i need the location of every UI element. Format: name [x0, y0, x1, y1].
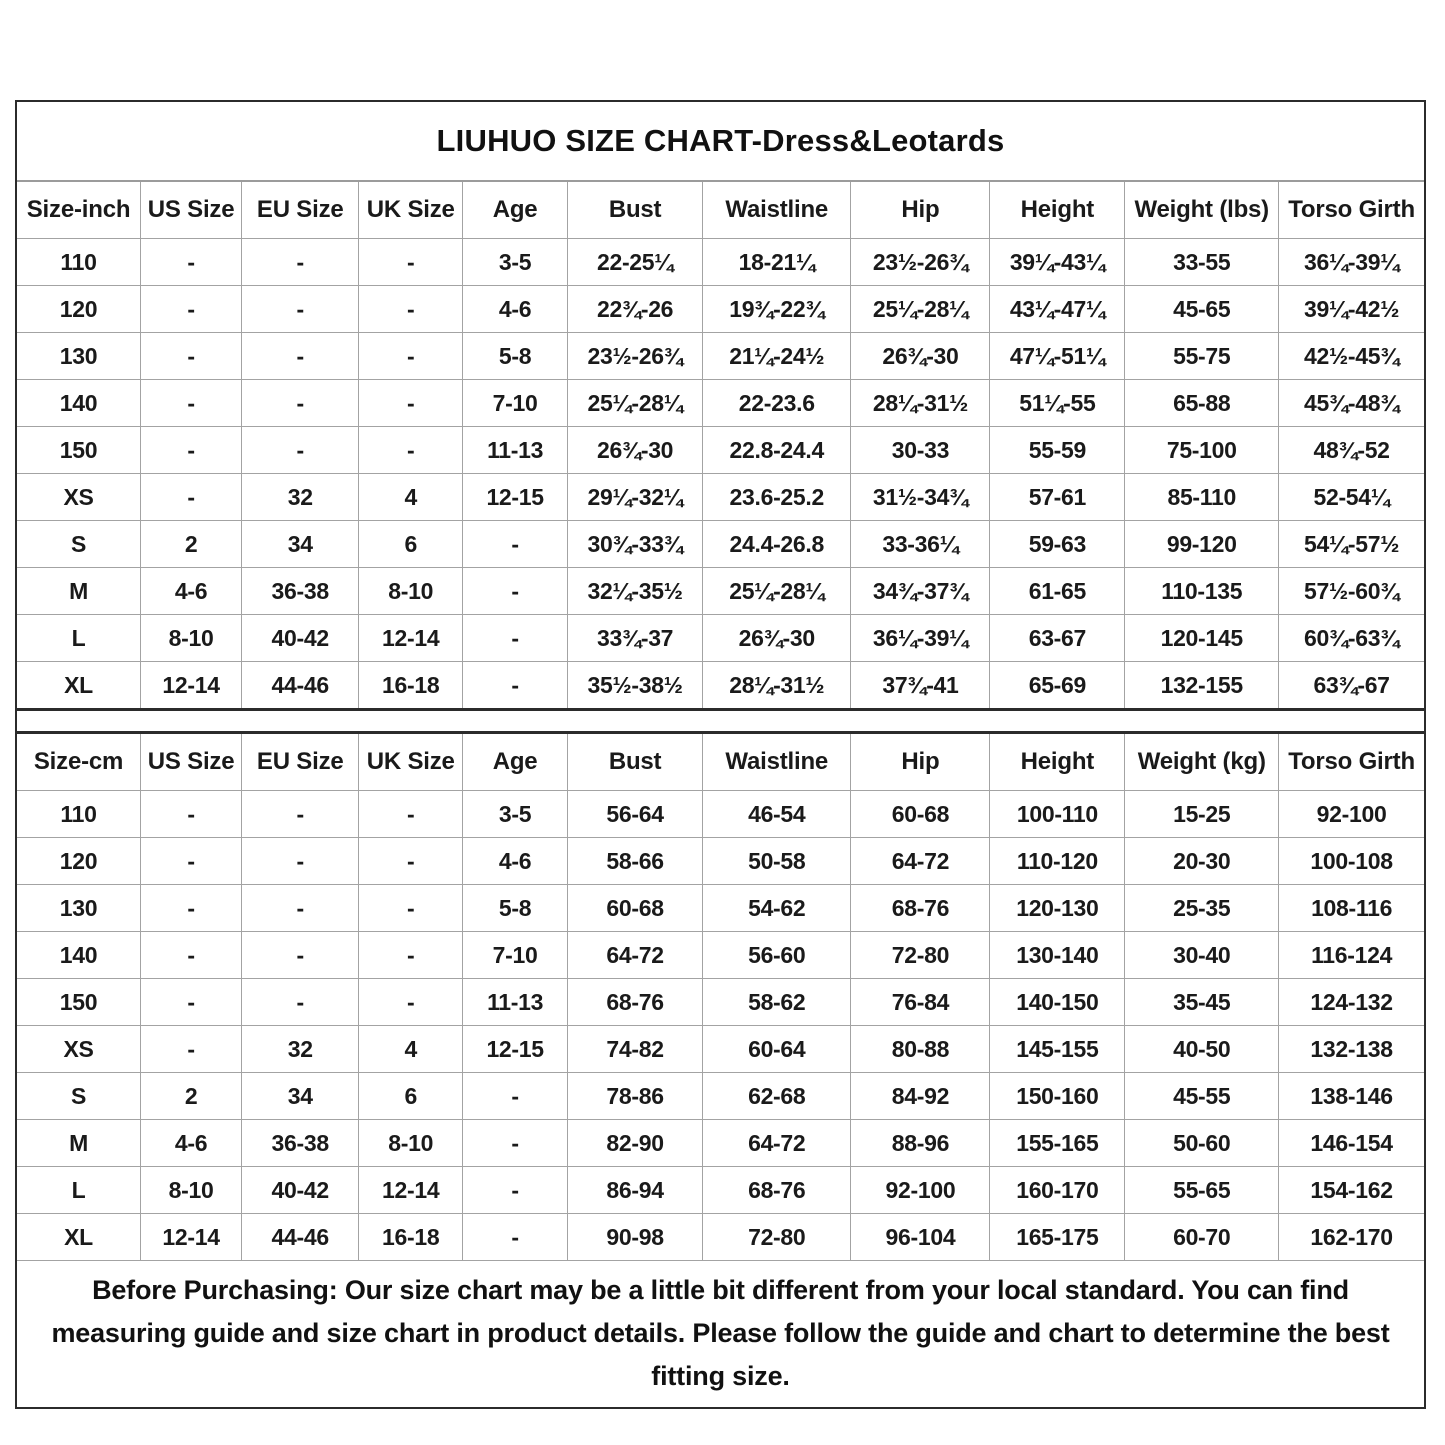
table-cell: 11-13 — [463, 427, 568, 474]
table-cell: 4-6 — [463, 286, 568, 333]
table-cell: 12-14 — [359, 1167, 463, 1214]
table-row — [17, 1120, 1424, 1167]
table-cell: - — [359, 885, 463, 932]
table-cell: 63-67 — [990, 615, 1125, 662]
table-cell: 160-170 — [990, 1167, 1125, 1214]
table-row — [17, 380, 1424, 427]
table-cell: 100-108 — [1279, 838, 1424, 885]
table-cell: 45¾-48¾ — [1279, 380, 1424, 427]
column-header: Bust — [568, 182, 703, 239]
table-cell: 116-124 — [1279, 932, 1424, 979]
table-cell: - — [242, 286, 359, 333]
column-header: Weight (kg) — [1125, 733, 1279, 791]
column-header: US Size — [141, 733, 242, 791]
table-cell: 72-80 — [703, 1214, 851, 1261]
table-cell: 34¾-37¾ — [851, 568, 990, 615]
column-header: Size-inch — [17, 182, 141, 239]
table-cell: 4 — [359, 474, 463, 521]
table-cell: 26¾-30 — [568, 427, 703, 474]
table-cell: 57-61 — [990, 474, 1125, 521]
table-cell: - — [141, 979, 242, 1026]
table-cell: S — [17, 521, 141, 568]
table-cell: 132-138 — [1279, 1026, 1424, 1073]
table-cell: 96-104 — [851, 1214, 990, 1261]
table-row — [17, 427, 1424, 474]
table-row — [17, 1073, 1424, 1120]
table-cell: 150-160 — [990, 1073, 1125, 1120]
table-cell: - — [359, 239, 463, 286]
table-cell: 22-23.6 — [703, 380, 851, 427]
table-cell: XS — [17, 1026, 141, 1073]
table-cell: 36-38 — [242, 568, 359, 615]
table-cell: 154-162 — [1279, 1167, 1424, 1214]
table-cell: 8-10 — [359, 1120, 463, 1167]
table-cell: 47¼-51¼ — [990, 333, 1125, 380]
table-cell: - — [141, 427, 242, 474]
table-cell: 82-90 — [568, 1120, 703, 1167]
table-cell: - — [242, 979, 359, 1026]
column-header: Age — [463, 182, 568, 239]
table-cell: 72-80 — [851, 932, 990, 979]
table-cell: - — [359, 979, 463, 1026]
table-cell: 44-46 — [242, 662, 359, 710]
column-header: Waistline — [703, 733, 851, 791]
table-row — [17, 1026, 1424, 1073]
table-cell: L — [17, 1167, 141, 1214]
table-cell: 64-72 — [568, 932, 703, 979]
table-cell: - — [242, 791, 359, 838]
table-row — [17, 286, 1424, 333]
table-cell: 12-14 — [359, 615, 463, 662]
table-cell: 11-13 — [463, 979, 568, 1026]
table-cell: 36¼-39¼ — [851, 615, 990, 662]
table-cell: 6 — [359, 1073, 463, 1120]
table-cell: 34 — [242, 1073, 359, 1120]
column-header: Waistline — [703, 182, 851, 239]
column-header: EU Size — [242, 182, 359, 239]
table-cell: 48¾-52 — [1279, 427, 1424, 474]
table-cell: - — [242, 380, 359, 427]
purchase-note: Before Purchasing: Our size chart may be a little bit different from your local standard. You can find measuring guide and size chart in product details. Please follow the guide and chart to determine the best fitting size. — [51, 1275, 1390, 1392]
header-row — [17, 182, 1424, 239]
column-header: Height — [990, 182, 1125, 239]
table-cell: 3-5 — [463, 239, 568, 286]
table-cell: 108-116 — [1279, 885, 1424, 932]
table-cell: 59-63 — [990, 521, 1125, 568]
table-cell: 2 — [141, 1073, 242, 1120]
table-cell: 99-120 — [1125, 521, 1279, 568]
table-cell: 6 — [359, 521, 463, 568]
column-header: Torso Girth — [1279, 182, 1424, 239]
table-cell: 92-100 — [1279, 791, 1424, 838]
size-chart-panel — [15, 100, 1426, 1409]
table-cell: 39¼-42½ — [1279, 286, 1424, 333]
table-cell: 33-36¼ — [851, 521, 990, 568]
table-cell: 55-59 — [990, 427, 1125, 474]
table-row — [17, 1167, 1424, 1214]
table-cell: 76-84 — [851, 979, 990, 1026]
table-row — [17, 932, 1424, 979]
table-cell: 20-30 — [1125, 838, 1279, 885]
table-cell: 8-10 — [359, 568, 463, 615]
table-row — [17, 885, 1424, 932]
table-cell: - — [141, 380, 242, 427]
table-cell: 64-72 — [851, 838, 990, 885]
table-cell: 100-110 — [990, 791, 1125, 838]
table-cell: 60-64 — [703, 1026, 851, 1073]
table-cell: - — [242, 333, 359, 380]
table-cell: 4 — [359, 1026, 463, 1073]
table-cell: 24.4-26.8 — [703, 521, 851, 568]
table-cell: 35½-38½ — [568, 662, 703, 710]
column-header: Size-cm — [17, 733, 141, 791]
table-cell: - — [463, 1214, 568, 1261]
table-cell: 32¼-35½ — [568, 568, 703, 615]
column-header: UK Size — [359, 182, 463, 239]
table-cell: 110 — [17, 791, 141, 838]
table-cell: - — [463, 615, 568, 662]
table-cell: 162-170 — [1279, 1214, 1424, 1261]
table-cell: 130-140 — [990, 932, 1125, 979]
table-cell: 50-60 — [1125, 1120, 1279, 1167]
table-cell: 120-145 — [1125, 615, 1279, 662]
table-cell: - — [141, 791, 242, 838]
table-row — [17, 474, 1424, 521]
table-cell: - — [141, 474, 242, 521]
table-cell: 75-100 — [1125, 427, 1279, 474]
table-cell: 68-76 — [568, 979, 703, 1026]
column-header: Height — [990, 733, 1125, 791]
table-cell: 44-46 — [242, 1214, 359, 1261]
table-cell: 65-88 — [1125, 380, 1279, 427]
table-cell: 130 — [17, 885, 141, 932]
column-header: Weight (lbs) — [1125, 182, 1279, 239]
table-cell: 8-10 — [141, 1167, 242, 1214]
table-cell: 26¾-30 — [703, 615, 851, 662]
table-row — [17, 239, 1424, 286]
table-cell: 130 — [17, 333, 141, 380]
table-cell: - — [463, 1167, 568, 1214]
table-cell: XL — [17, 662, 141, 710]
column-header: Torso Girth — [1279, 733, 1424, 791]
table-cell: 145-155 — [990, 1026, 1125, 1073]
table-row — [17, 568, 1424, 615]
table-cell: 55-65 — [1125, 1167, 1279, 1214]
table-cell: 150 — [17, 979, 141, 1026]
table-cell: 33-55 — [1125, 239, 1279, 286]
table-cell: 22¾-26 — [568, 286, 703, 333]
table-cell: 52-54¼ — [1279, 474, 1424, 521]
table-cell: 62-68 — [703, 1073, 851, 1120]
table-cell: - — [359, 932, 463, 979]
table-cell: - — [242, 885, 359, 932]
table-cell: 58-66 — [568, 838, 703, 885]
column-header: Hip — [851, 733, 990, 791]
table-cell: 31½-34¾ — [851, 474, 990, 521]
table-cell: 140-150 — [990, 979, 1125, 1026]
column-header: EU Size — [242, 733, 359, 791]
table-cell: 37¾-41 — [851, 662, 990, 710]
table-cell: 29¼-32¼ — [568, 474, 703, 521]
table-cell: 22-25¼ — [568, 239, 703, 286]
table-cell: 45-55 — [1125, 1073, 1279, 1120]
table-row — [17, 333, 1424, 380]
table-cell: 64-72 — [703, 1120, 851, 1167]
size-table-cm — [17, 731, 1424, 1261]
table-cell: 165-175 — [990, 1214, 1125, 1261]
table-cell: 40-42 — [242, 615, 359, 662]
table-cell: 43¼-47¼ — [990, 286, 1125, 333]
table-cell: 58-62 — [703, 979, 851, 1026]
table-cell: 92-100 — [851, 1167, 990, 1214]
table-cell: 23.6-25.2 — [703, 474, 851, 521]
table-cell: 42½-45¾ — [1279, 333, 1424, 380]
header-row — [17, 733, 1424, 791]
table-cell: 7-10 — [463, 932, 568, 979]
table-cell: 4-6 — [141, 568, 242, 615]
table-cell: 12-14 — [141, 662, 242, 710]
table-cell: 2 — [141, 521, 242, 568]
table-row — [17, 791, 1424, 838]
table-cell: 55-75 — [1125, 333, 1279, 380]
table-cell: 30-40 — [1125, 932, 1279, 979]
table-cell: 140 — [17, 380, 141, 427]
table-cell: 57½-60¾ — [1279, 568, 1424, 615]
table-row — [17, 615, 1424, 662]
table-cell: 78-86 — [568, 1073, 703, 1120]
table-cell: 4-6 — [463, 838, 568, 885]
table-cell: - — [141, 885, 242, 932]
table-cell: XL — [17, 1214, 141, 1261]
table-cell: - — [242, 427, 359, 474]
table-cell: - — [141, 932, 242, 979]
table-cell: - — [242, 932, 359, 979]
table-cell: 84-92 — [851, 1073, 990, 1120]
table-cell: 61-65 — [990, 568, 1125, 615]
table-cell: - — [141, 333, 242, 380]
table-cell: 140 — [17, 932, 141, 979]
table-row — [17, 1214, 1424, 1261]
table-cell: 19¾-22¾ — [703, 286, 851, 333]
table-cell: 86-94 — [568, 1167, 703, 1214]
table-cell: - — [359, 838, 463, 885]
table-cell: 63¾-67 — [1279, 662, 1424, 710]
table-cell: 30-33 — [851, 427, 990, 474]
table-cell: 54-62 — [703, 885, 851, 932]
table-row — [17, 521, 1424, 568]
table-cell: - — [242, 838, 359, 885]
table-cell: 68-76 — [703, 1167, 851, 1214]
table-cell: 60-68 — [568, 885, 703, 932]
table-cell: 40-50 — [1125, 1026, 1279, 1073]
table-cell: 26¾-30 — [851, 333, 990, 380]
table-cell: 60-70 — [1125, 1214, 1279, 1261]
column-header: Age — [463, 733, 568, 791]
table-cell: 120 — [17, 838, 141, 885]
table-cell: - — [463, 521, 568, 568]
table-cell: M — [17, 568, 141, 615]
table-cell: - — [359, 427, 463, 474]
table-cell: 28¼-31½ — [703, 662, 851, 710]
table-cell: 50-58 — [703, 838, 851, 885]
table-cell: 4-6 — [141, 1120, 242, 1167]
table-cell: - — [463, 1073, 568, 1120]
table-cell: 16-18 — [359, 1214, 463, 1261]
table-cell: 35-45 — [1125, 979, 1279, 1026]
table-cell: 25¼-28¼ — [703, 568, 851, 615]
table-cell: 155-165 — [990, 1120, 1125, 1167]
table-cell: 12-14 — [141, 1214, 242, 1261]
table-cell: 25¼-28¼ — [851, 286, 990, 333]
table-cell: 110 — [17, 239, 141, 286]
column-header: Hip — [851, 182, 990, 239]
table-row — [17, 838, 1424, 885]
table-cell: 56-60 — [703, 932, 851, 979]
table-cell: 15-25 — [1125, 791, 1279, 838]
table-cell: 28¼-31½ — [851, 380, 990, 427]
table-cell: 65-69 — [990, 662, 1125, 710]
table-cell: 46-54 — [703, 791, 851, 838]
table-cell: 45-65 — [1125, 286, 1279, 333]
column-header: US Size — [141, 182, 242, 239]
table-cell: 30¾-33¾ — [568, 521, 703, 568]
table-cell: - — [463, 568, 568, 615]
table-cell: - — [359, 380, 463, 427]
table-cell: 88-96 — [851, 1120, 990, 1167]
table-cell: 39¼-43¼ — [990, 239, 1125, 286]
table-cell: 90-98 — [568, 1214, 703, 1261]
table-cell: - — [359, 333, 463, 380]
table-cell: 36¼-39¼ — [1279, 239, 1424, 286]
table-cell: - — [141, 239, 242, 286]
table-cell: - — [359, 286, 463, 333]
table-cell: - — [463, 662, 568, 710]
table-cell: 110-120 — [990, 838, 1125, 885]
table-cell: - — [141, 838, 242, 885]
table-cell: 120 — [17, 286, 141, 333]
table-cell: 5-8 — [463, 885, 568, 932]
column-header: Bust — [568, 733, 703, 791]
column-header: UK Size — [359, 733, 463, 791]
table-cell: 7-10 — [463, 380, 568, 427]
table-cell: 74-82 — [568, 1026, 703, 1073]
table-cell: M — [17, 1120, 141, 1167]
table-cell: 124-132 — [1279, 979, 1424, 1026]
table-cell: 68-76 — [851, 885, 990, 932]
table-cell: - — [141, 1026, 242, 1073]
table-row — [17, 979, 1424, 1026]
table-cell: XS — [17, 474, 141, 521]
table-cell: 3-5 — [463, 791, 568, 838]
table-cell: 18-21¼ — [703, 239, 851, 286]
table-cell: 60¾-63¾ — [1279, 615, 1424, 662]
table-cell: 5-8 — [463, 333, 568, 380]
table-cell: - — [141, 286, 242, 333]
table-cell: 120-130 — [990, 885, 1125, 932]
table-row — [17, 662, 1424, 710]
size-table-inch — [17, 182, 1424, 711]
table-cell: 12-15 — [463, 474, 568, 521]
table-cell: - — [359, 791, 463, 838]
table-cell: S — [17, 1073, 141, 1120]
table-cell: L — [17, 615, 141, 662]
table-cell: 23½-26¾ — [568, 333, 703, 380]
table-cell: 33¾-37 — [568, 615, 703, 662]
table-cell: 150 — [17, 427, 141, 474]
table-cell: - — [242, 239, 359, 286]
table-cell: 85-110 — [1125, 474, 1279, 521]
table-cell: 25¼-28¼ — [568, 380, 703, 427]
table-cell: - — [463, 1120, 568, 1167]
table-cell: 36-38 — [242, 1120, 359, 1167]
table-cell: 22.8-24.4 — [703, 427, 851, 474]
table-cell: 146-154 — [1279, 1120, 1424, 1167]
table-cell: 138-146 — [1279, 1073, 1424, 1120]
table-cell: 40-42 — [242, 1167, 359, 1214]
table-cell: 51¼-55 — [990, 380, 1125, 427]
table-cell: 56-64 — [568, 791, 703, 838]
table-cell: 80-88 — [851, 1026, 990, 1073]
table-cell: 110-135 — [1125, 568, 1279, 615]
chart-title: LIUHUO SIZE CHART-Dress&Leotards — [17, 102, 1424, 182]
table-cell: 25-35 — [1125, 885, 1279, 932]
table-cell: 60-68 — [851, 791, 990, 838]
table-cell: 12-15 — [463, 1026, 568, 1073]
table-cell: 8-10 — [141, 615, 242, 662]
table-cell: 23½-26¾ — [851, 239, 990, 286]
table-cell: 32 — [242, 1026, 359, 1073]
table-cell: 132-155 — [1125, 662, 1279, 710]
table-cell: 21¼-24½ — [703, 333, 851, 380]
table-cell: 16-18 — [359, 662, 463, 710]
table-cell: 54¼-57½ — [1279, 521, 1424, 568]
table-cell: 32 — [242, 474, 359, 521]
table-cell: 34 — [242, 521, 359, 568]
